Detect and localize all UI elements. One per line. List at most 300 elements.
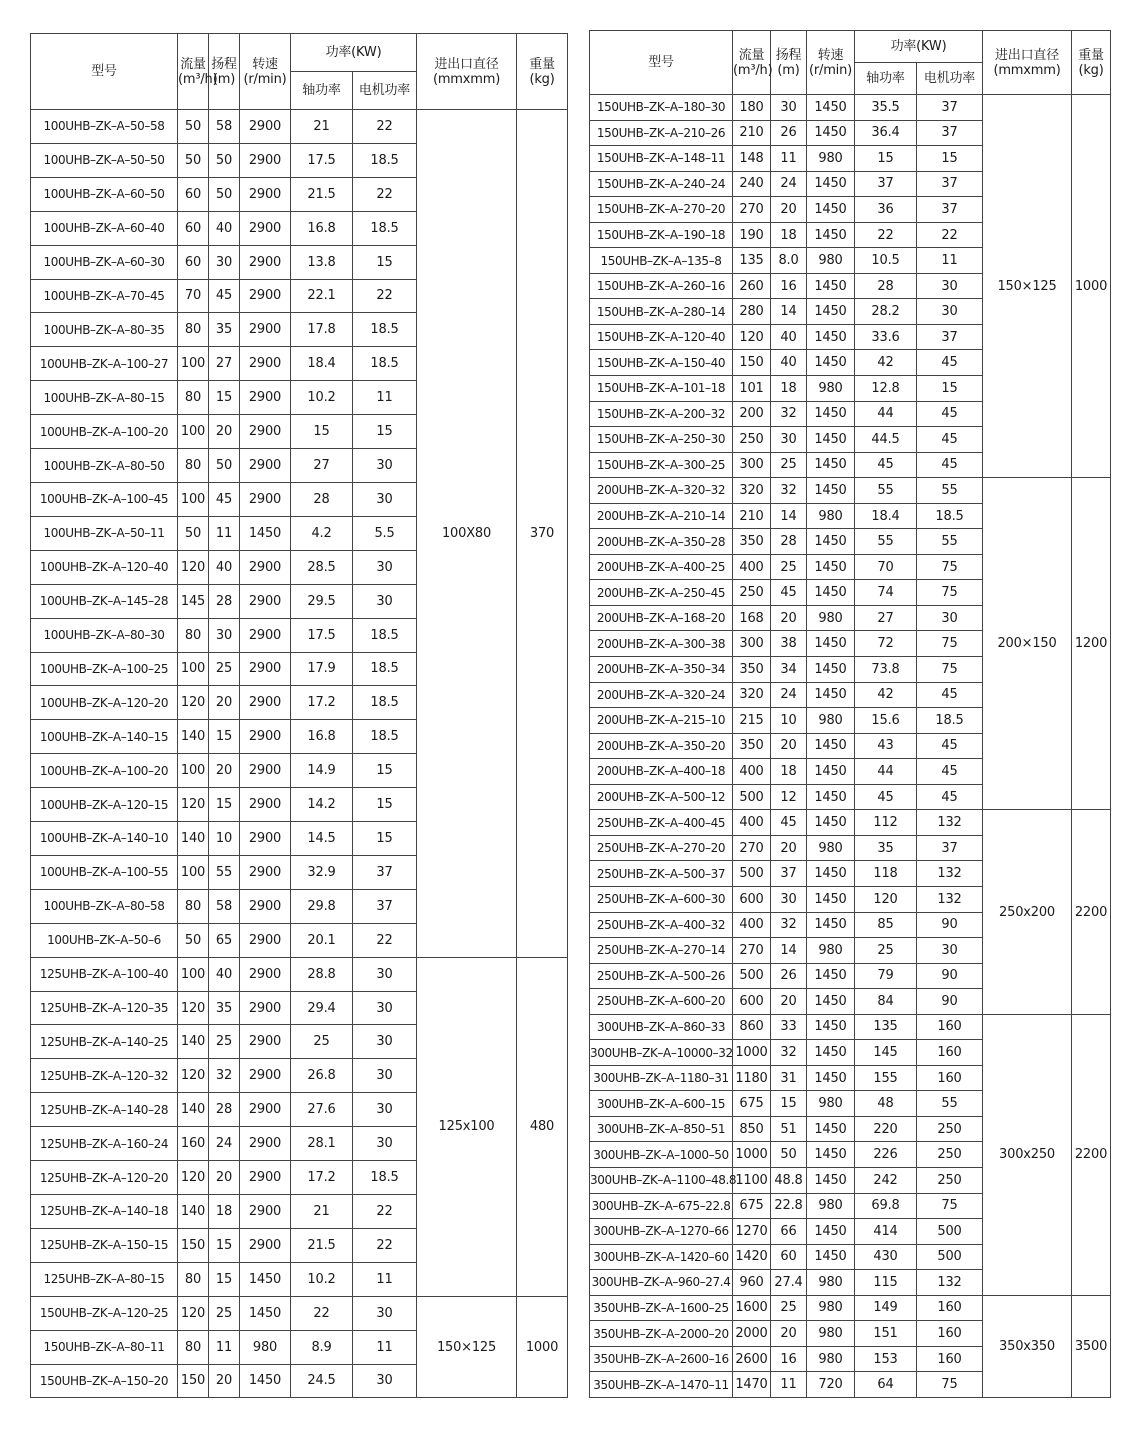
- model-cell: 150UHB–ZK–A–80–11: [31, 1330, 178, 1364]
- head-cell: 32: [771, 401, 807, 427]
- speed-cell: 1450: [807, 580, 855, 606]
- model-cell: 150UHB–ZK–A–190–18: [590, 222, 733, 248]
- speed-cell: 2900: [240, 720, 291, 754]
- shaft-power-cell: 15: [291, 415, 353, 449]
- motor-power-cell: 90: [917, 912, 983, 938]
- head-cell: 45: [209, 482, 240, 516]
- speed-cell: 1450: [807, 759, 855, 785]
- flow-cell: 200: [733, 401, 771, 427]
- motor-power-cell: 11: [353, 1262, 417, 1296]
- speed-cell: 1450: [807, 171, 855, 197]
- flow-cell: 400: [733, 912, 771, 938]
- shaft-power-cell: 155: [855, 1065, 917, 1091]
- shaft-power-cell: 115: [855, 1270, 917, 1296]
- model-cell: 150UHB–ZK–A–300–25: [590, 452, 733, 478]
- speed-cell: 1450: [240, 1364, 291, 1398]
- head-cell: 20: [209, 415, 240, 449]
- shaft-power-cell: 20.1: [291, 923, 353, 957]
- speed-cell: 2900: [240, 1093, 291, 1127]
- model-cell: 200UHB–ZK–A–210–14: [590, 503, 733, 529]
- head-cell: 45: [209, 279, 240, 313]
- motor-power-cell: 30: [353, 1059, 417, 1093]
- head-cell: 32: [771, 478, 807, 504]
- head-cell: 32: [209, 1059, 240, 1093]
- flow-cell: 320: [733, 478, 771, 504]
- speed-cell: 980: [807, 708, 855, 734]
- motor-power-cell: 30: [353, 1025, 417, 1059]
- shaft-power-cell: 10.2: [291, 381, 353, 415]
- shaft-power-cell: 153: [855, 1346, 917, 1372]
- flow-cell: 60: [178, 177, 209, 211]
- model-cell: 350UHB–ZK–A–1470–11: [590, 1372, 733, 1398]
- head-cell: 18: [209, 1195, 240, 1229]
- header-flow: [733, 31, 771, 95]
- flow-cell: 168: [733, 605, 771, 631]
- speed-cell: 1450: [807, 963, 855, 989]
- flow-cell: 120: [178, 991, 209, 1025]
- motor-power-cell: 15: [353, 245, 417, 279]
- head-cell: 34: [771, 657, 807, 683]
- flow-cell: 160: [178, 1127, 209, 1161]
- diameter-cell: 200×150: [983, 478, 1072, 810]
- head-cell: 32: [771, 1040, 807, 1066]
- diameter-cell: 125x100: [417, 957, 517, 1296]
- model-cell: 300UHB–ZK–A–1420–60: [590, 1244, 733, 1270]
- head-cell: 20: [209, 1161, 240, 1195]
- flow-cell: 120: [178, 788, 209, 822]
- flow-cell: 1180: [733, 1065, 771, 1091]
- head-cell: 40: [209, 550, 240, 584]
- model-cell: 100UHB–ZK–A–140–15: [31, 720, 178, 754]
- head-cell: 18: [771, 376, 807, 402]
- motor-power-cell: 160: [917, 1321, 983, 1347]
- speed-cell: 1450: [807, 784, 855, 810]
- speed-cell: 1450: [807, 427, 855, 453]
- motor-power-cell: 30: [353, 449, 417, 483]
- motor-power-cell: 45: [917, 350, 983, 376]
- shaft-power-cell: 35: [855, 835, 917, 861]
- head-cell: 25: [209, 652, 240, 686]
- speed-cell: 1450: [240, 1296, 291, 1330]
- shaft-power-cell: 430: [855, 1244, 917, 1270]
- motor-power-cell: 30: [917, 938, 983, 964]
- flow-cell: 100: [178, 652, 209, 686]
- motor-power-cell: 37: [917, 95, 983, 121]
- flow-cell: 120: [178, 550, 209, 584]
- model-cell: 250UHB–ZK–A–500–37: [590, 861, 733, 887]
- motor-power-cell: 22: [353, 1228, 417, 1262]
- model-cell: 100UHB–ZK–A–100–20: [31, 415, 178, 449]
- shaft-power-cell: 74: [855, 580, 917, 606]
- header-power: 功率(KW): [291, 34, 417, 72]
- model-cell: 200UHB–ZK–A–350–34: [590, 657, 733, 683]
- model-cell: 100UHB–ZK–A–100–55: [31, 855, 178, 889]
- shaft-power-cell: 13.8: [291, 245, 353, 279]
- speed-cell: 1450: [807, 554, 855, 580]
- head-cell: 15: [209, 720, 240, 754]
- motor-power-cell: 18.5: [353, 143, 417, 177]
- speed-cell: 2900: [240, 415, 291, 449]
- header-flow-label: 流量: [180, 56, 206, 72]
- speed-cell: 2900: [240, 991, 291, 1025]
- motor-power-cell: 30: [917, 299, 983, 325]
- model-cell: 300UHB–ZK–A–600–15: [590, 1091, 733, 1117]
- motor-power-cell: 37: [917, 171, 983, 197]
- model-cell: 150UHB–ZK–A–250–30: [590, 427, 733, 453]
- shaft-power-cell: 36.4: [855, 120, 917, 146]
- motor-power-cell: 18.5: [917, 503, 983, 529]
- head-cell: 45: [771, 810, 807, 836]
- model-cell: 300UHB–ZK–A–1100–48.8: [590, 1167, 733, 1193]
- table-row: [31, 110, 568, 144]
- head-cell: 11: [209, 1330, 240, 1364]
- flow-cell: 100: [178, 415, 209, 449]
- motor-power-cell: 55: [917, 1091, 983, 1117]
- model-cell: 300UHB–ZK–A–10000–32: [590, 1040, 733, 1066]
- motor-power-cell: 45: [917, 427, 983, 453]
- head-cell: 15: [209, 381, 240, 415]
- header-diameter-label: 进出口直径: [995, 47, 1060, 63]
- speed-cell: 2900: [240, 482, 291, 516]
- speed-cell: 980: [807, 1193, 855, 1219]
- head-cell: 14: [771, 503, 807, 529]
- model-cell: 200UHB–ZK–A–320–24: [590, 682, 733, 708]
- shaft-power-cell: 10.2: [291, 1262, 353, 1296]
- head-cell: 58: [209, 110, 240, 144]
- speed-cell: 2900: [240, 923, 291, 957]
- model-cell: 100UHB–ZK–A–100–45: [31, 482, 178, 516]
- motor-power-cell: 18.5: [353, 211, 417, 245]
- header-weight-unit: (kg): [529, 71, 555, 87]
- model-cell: 200UHB–ZK–A–350–28: [590, 529, 733, 555]
- shaft-power-cell: 25: [855, 938, 917, 964]
- flow-cell: 100: [178, 347, 209, 381]
- head-cell: 40: [209, 957, 240, 991]
- head-cell: 32: [771, 912, 807, 938]
- shaft-power-cell: 220: [855, 1116, 917, 1142]
- motor-power-cell: 37: [917, 197, 983, 223]
- head-cell: 51: [771, 1116, 807, 1142]
- motor-power-cell: 30: [917, 605, 983, 631]
- model-cell: 150UHB–ZK–A–270–20: [590, 197, 733, 223]
- head-cell: 28: [209, 1093, 240, 1127]
- motor-power-cell: 132: [917, 861, 983, 887]
- model-cell: 100UHB–ZK–A–60–40: [31, 211, 178, 245]
- shaft-power-cell: 17.5: [291, 618, 353, 652]
- motor-power-cell: 75: [917, 580, 983, 606]
- motor-power-cell: 15: [917, 376, 983, 402]
- model-cell: 150UHB–ZK–A–101–18: [590, 376, 733, 402]
- head-cell: 38: [771, 631, 807, 657]
- model-cell: 150UHB–ZK–A–150–20: [31, 1364, 178, 1398]
- head-cell: 45: [771, 580, 807, 606]
- head-cell: 30: [771, 886, 807, 912]
- speed-cell: 2900: [240, 822, 291, 856]
- shaft-power-cell: 21: [291, 110, 353, 144]
- pump-spec-table-left: [30, 33, 568, 1398]
- shaft-power-cell: 17.2: [291, 686, 353, 720]
- head-cell: 26: [771, 120, 807, 146]
- motor-power-cell: 45: [917, 682, 983, 708]
- head-cell: 50: [209, 143, 240, 177]
- shaft-power-cell: 35.5: [855, 95, 917, 121]
- head-cell: 60: [771, 1244, 807, 1270]
- flow-cell: 350: [733, 529, 771, 555]
- header-head-unit: (m): [777, 62, 800, 78]
- head-cell: 25: [771, 554, 807, 580]
- head-cell: 14: [771, 938, 807, 964]
- model-cell: 200UHB–ZK–A–350–20: [590, 733, 733, 759]
- header-speed-unit: (r/min): [243, 71, 287, 87]
- flow-cell: 80: [178, 449, 209, 483]
- flow-cell: 400: [733, 554, 771, 580]
- flow-cell: 350: [733, 657, 771, 683]
- speed-cell: 2900: [240, 1195, 291, 1229]
- table-row: [31, 957, 568, 991]
- model-cell: 100UHB–ZK–A–50–11: [31, 516, 178, 550]
- shaft-power-cell: 151: [855, 1321, 917, 1347]
- speed-cell: 1450: [807, 324, 855, 350]
- speed-cell: 980: [807, 835, 855, 861]
- speed-cell: 2900: [240, 957, 291, 991]
- model-cell: 100UHB–ZK–A–120–20: [31, 686, 178, 720]
- speed-cell: 2900: [240, 211, 291, 245]
- speed-cell: 2900: [240, 313, 291, 347]
- head-cell: 20: [209, 754, 240, 788]
- speed-cell: 1450: [807, 989, 855, 1015]
- flow-cell: 280: [733, 299, 771, 325]
- flow-cell: 140: [178, 822, 209, 856]
- head-cell: 30: [209, 618, 240, 652]
- shaft-power-cell: 22: [291, 1296, 353, 1330]
- header-head: [771, 31, 807, 95]
- model-cell: 200UHB–ZK–A–250–45: [590, 580, 733, 606]
- model-cell: 200UHB–ZK–A–168–20: [590, 605, 733, 631]
- model-cell: 125UHB–ZK–A–120–20: [31, 1161, 178, 1195]
- flow-cell: 100: [178, 482, 209, 516]
- table-row: [31, 1296, 568, 1330]
- flow-cell: 60: [178, 211, 209, 245]
- shaft-power-cell: 135: [855, 1014, 917, 1040]
- flow-cell: 100: [178, 855, 209, 889]
- head-cell: 14: [771, 299, 807, 325]
- head-cell: 48.8: [771, 1167, 807, 1193]
- head-cell: 24: [771, 171, 807, 197]
- shaft-power-cell: 42: [855, 682, 917, 708]
- model-cell: 250UHB–ZK–A–400–45: [590, 810, 733, 836]
- head-cell: 37: [771, 861, 807, 887]
- head-cell: 55: [209, 855, 240, 889]
- flow-cell: 120: [733, 324, 771, 350]
- shaft-power-cell: 26.8: [291, 1059, 353, 1093]
- flow-cell: 210: [733, 120, 771, 146]
- motor-power-cell: 160: [917, 1295, 983, 1321]
- speed-cell: 1450: [807, 1014, 855, 1040]
- flow-cell: 1000: [733, 1040, 771, 1066]
- header-weight-label: 重量: [529, 56, 555, 72]
- head-cell: 22.8: [771, 1193, 807, 1219]
- head-cell: 20: [771, 835, 807, 861]
- flow-cell: 148: [733, 146, 771, 172]
- head-cell: 12: [771, 784, 807, 810]
- speed-cell: 1450: [807, 1219, 855, 1245]
- motor-power-cell: 18.5: [917, 708, 983, 734]
- shaft-power-cell: 24.5: [291, 1364, 353, 1398]
- flow-cell: 1100: [733, 1167, 771, 1193]
- shaft-power-cell: 28.5: [291, 550, 353, 584]
- model-cell: 100UHB–ZK–A–100–20: [31, 754, 178, 788]
- head-cell: 18: [771, 222, 807, 248]
- speed-cell: 1450: [807, 682, 855, 708]
- motor-power-cell: 18.5: [353, 686, 417, 720]
- speed-cell: 1450: [807, 1040, 855, 1066]
- motor-power-cell: 30: [353, 550, 417, 584]
- motor-power-cell: 132: [917, 886, 983, 912]
- shaft-power-cell: 29.8: [291, 889, 353, 923]
- motor-power-cell: 250: [917, 1142, 983, 1168]
- shaft-power-cell: 226: [855, 1142, 917, 1168]
- speed-cell: 980: [807, 248, 855, 274]
- shaft-power-cell: 414: [855, 1219, 917, 1245]
- flow-cell: 400: [733, 759, 771, 785]
- flow-cell: 120: [178, 1161, 209, 1195]
- header-head-unit: (m): [212, 71, 236, 87]
- right-table-body: [590, 95, 1111, 1398]
- motor-power-cell: 18.5: [353, 720, 417, 754]
- shaft-power-cell: 27: [855, 605, 917, 631]
- model-cell: 100UHB–ZK–A–100–25: [31, 652, 178, 686]
- head-cell: 40: [209, 211, 240, 245]
- head-cell: 25: [771, 452, 807, 478]
- flow-cell: 80: [178, 1330, 209, 1364]
- flow-cell: 50: [178, 143, 209, 177]
- shaft-power-cell: 14.5: [291, 822, 353, 856]
- head-cell: 18: [771, 759, 807, 785]
- speed-cell: 1450: [807, 1065, 855, 1091]
- table-row: [590, 1295, 1111, 1321]
- flow-cell: 101: [733, 376, 771, 402]
- motor-power-cell: 15: [917, 146, 983, 172]
- model-cell: 100UHB–ZK–A–50–6: [31, 923, 178, 957]
- shaft-power-cell: 17.9: [291, 652, 353, 686]
- table-row: [590, 95, 1111, 121]
- head-cell: 35: [209, 313, 240, 347]
- head-cell: 50: [771, 1142, 807, 1168]
- speed-cell: 2900: [240, 618, 291, 652]
- head-cell: 20: [209, 686, 240, 720]
- shaft-power-cell: 48: [855, 1091, 917, 1117]
- speed-cell: 2900: [240, 1127, 291, 1161]
- shaft-power-cell: 43: [855, 733, 917, 759]
- header-speed: [807, 31, 855, 95]
- shaft-power-cell: 29.5: [291, 584, 353, 618]
- shaft-power-cell: 17.5: [291, 143, 353, 177]
- motor-power-cell: 22: [353, 1195, 417, 1229]
- model-cell: 100UHB–ZK–A–60–50: [31, 177, 178, 211]
- motor-power-cell: 75: [917, 554, 983, 580]
- speed-cell: 2900: [240, 1228, 291, 1262]
- model-cell: 150UHB–ZK–A–135–8: [590, 248, 733, 274]
- motor-power-cell: 132: [917, 1270, 983, 1296]
- flow-cell: 150: [733, 350, 771, 376]
- motor-power-cell: 75: [917, 1372, 983, 1398]
- flow-cell: 150: [178, 1364, 209, 1398]
- motor-power-cell: 160: [917, 1014, 983, 1040]
- speed-cell: 2900: [240, 1161, 291, 1195]
- motor-power-cell: 160: [917, 1040, 983, 1066]
- flow-cell: 140: [178, 1025, 209, 1059]
- flow-cell: 270: [733, 938, 771, 964]
- model-cell: 150UHB–ZK–A–210–26: [590, 120, 733, 146]
- motor-power-cell: 15: [353, 788, 417, 822]
- speed-cell: 2900: [240, 1025, 291, 1059]
- motor-power-cell: 500: [917, 1244, 983, 1270]
- shaft-power-cell: 14.2: [291, 788, 353, 822]
- model-cell: 250UHB–ZK–A–600–30: [590, 886, 733, 912]
- flow-cell: 80: [178, 618, 209, 652]
- header-flow: [178, 34, 218, 110]
- speed-cell: 2900: [240, 652, 291, 686]
- head-cell: 10: [209, 822, 240, 856]
- shaft-power-cell: 28: [291, 482, 353, 516]
- motor-power-cell: 45: [917, 401, 983, 427]
- speed-cell: 980: [807, 1321, 855, 1347]
- motor-power-cell: 18.5: [353, 1161, 417, 1195]
- motor-power-cell: 90: [917, 963, 983, 989]
- motor-power-cell: 22: [353, 177, 417, 211]
- motor-power-cell: 22: [353, 110, 417, 144]
- flow-cell: 80: [178, 1262, 209, 1296]
- flow-cell: 600: [733, 989, 771, 1015]
- model-cell: 100UHB–ZK–A–70–45: [31, 279, 178, 313]
- speed-cell: 1450: [807, 197, 855, 223]
- flow-cell: 50: [178, 110, 209, 144]
- motor-power-cell: 30: [353, 482, 417, 516]
- model-cell: 100UHB–ZK–A–80–58: [31, 889, 178, 923]
- header-flow-unit: (m³/h): [178, 71, 218, 87]
- shaft-power-cell: 70: [855, 554, 917, 580]
- model-cell: 150UHB–ZK–A–120–25: [31, 1296, 178, 1330]
- motor-power-cell: 22: [353, 279, 417, 313]
- shaft-power-cell: 79: [855, 963, 917, 989]
- speed-cell: 1450: [807, 631, 855, 657]
- head-cell: 15: [209, 788, 240, 822]
- model-cell: 250UHB–ZK–A–270–14: [590, 938, 733, 964]
- flow-cell: 120: [178, 686, 209, 720]
- shaft-power-cell: 44.5: [855, 427, 917, 453]
- flow-cell: 80: [178, 381, 209, 415]
- head-cell: 10: [771, 708, 807, 734]
- shaft-power-cell: 149: [855, 1295, 917, 1321]
- motor-power-cell: 11: [353, 381, 417, 415]
- head-cell: 11: [771, 1372, 807, 1398]
- motor-power-cell: 55: [917, 529, 983, 555]
- model-cell: 300UHB–ZK–A–1000–50: [590, 1142, 733, 1168]
- head-cell: 24: [209, 1127, 240, 1161]
- motor-power-cell: 30: [353, 1127, 417, 1161]
- flow-cell: 250: [733, 580, 771, 606]
- motor-power-cell: 11: [353, 1330, 417, 1364]
- flow-cell: 270: [733, 835, 771, 861]
- motor-power-cell: 45: [917, 784, 983, 810]
- flow-cell: 960: [733, 1270, 771, 1296]
- head-cell: 28: [771, 529, 807, 555]
- header-power: 功率(KW): [855, 31, 983, 63]
- flow-cell: 270: [733, 197, 771, 223]
- motor-power-cell: 75: [917, 631, 983, 657]
- head-cell: 27: [209, 347, 240, 381]
- speed-cell: 2900: [240, 788, 291, 822]
